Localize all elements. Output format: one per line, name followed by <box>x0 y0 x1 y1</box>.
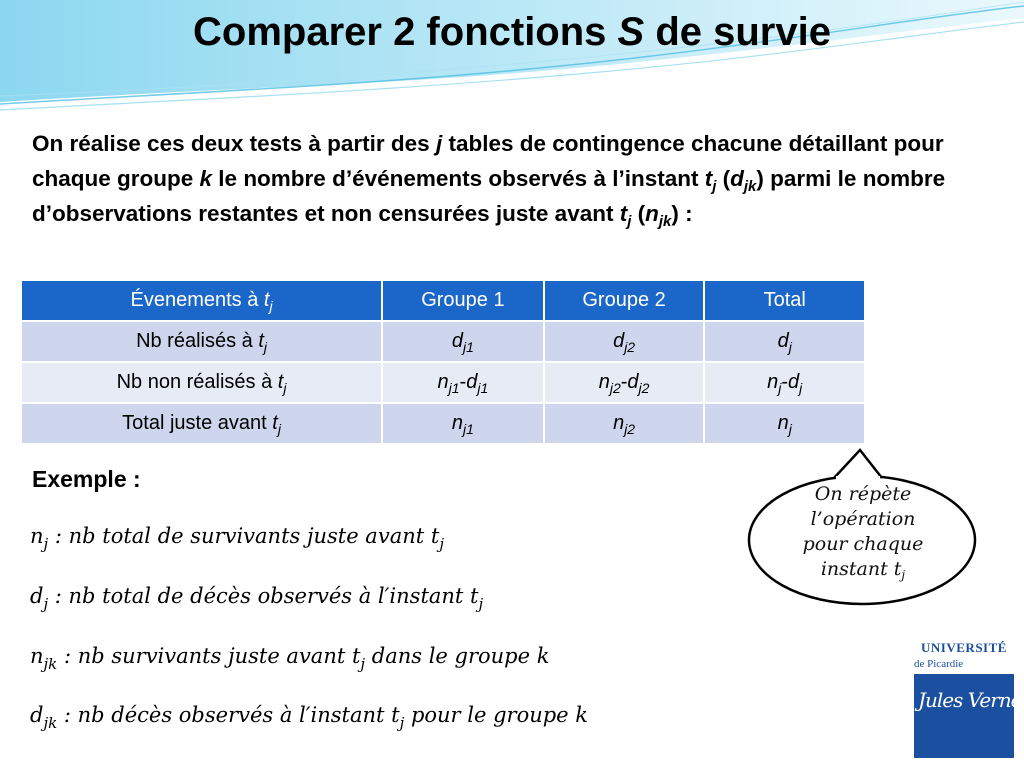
callout-line <box>768 557 958 582</box>
contingency-table <box>20 279 866 445</box>
intro-text: ) parmi le nombre d’observations restantes et non censurées juste avant <box>32 166 946 226</box>
logo-region-text: de Picardie <box>914 658 964 670</box>
def-end-var: t <box>351 644 361 668</box>
intro-text: On réalise ces deux tests à partir des <box>32 131 436 156</box>
title-italic-s: S <box>617 10 645 54</box>
intro-text: tables de contingence chacune détaillant pour chaque groupe <box>32 131 944 191</box>
cell-sub: j2 <box>624 421 636 437</box>
row-label-text: Nb non réalisés à <box>116 371 278 393</box>
example-heading: Exemple : <box>32 466 141 492</box>
def-var: d <box>30 584 44 608</box>
def-sub: j <box>43 595 49 613</box>
callout-line: l’opération <box>810 508 916 530</box>
cell-sub: j1 <box>463 339 474 355</box>
row-label <box>21 321 382 362</box>
intro-text: ( <box>716 166 731 191</box>
table-row <box>21 403 865 444</box>
def-text: : nb total de survivants juste avant <box>48 524 431 548</box>
row-label-var: t <box>258 330 264 352</box>
title-text-2: de survie <box>644 10 831 54</box>
cell-total <box>704 321 865 362</box>
table-row <box>21 362 865 403</box>
intro-sub-j: j <box>712 178 717 195</box>
def-var: n <box>30 524 44 548</box>
cell-var: n <box>613 412 625 434</box>
cell-sub: j2 <box>609 380 621 396</box>
cell-group-2 <box>544 362 705 403</box>
intro-text: ) : <box>671 201 693 226</box>
def-end-sub: j <box>360 655 366 673</box>
def-end-var: t <box>391 703 400 727</box>
callout-sub: j <box>901 568 906 582</box>
cell-op: - <box>620 371 628 393</box>
intro-sub-j: j <box>627 213 632 230</box>
intro-var-k: k <box>199 166 213 191</box>
cell-sub: j1 <box>463 421 474 437</box>
def-end-sub: j <box>478 595 484 613</box>
def-sub: jk <box>43 714 58 732</box>
cell-var: n <box>777 412 789 434</box>
row-label-var: t <box>272 412 278 434</box>
slide-title <box>0 10 1024 55</box>
callout-line: pour chaque <box>802 533 924 555</box>
cell-sub: j1 <box>448 380 460 396</box>
row-label-sub: j <box>283 380 287 396</box>
cell-var: n <box>767 371 779 393</box>
cell-var: n <box>437 371 449 393</box>
callout-line: On répète <box>814 483 912 505</box>
intro-var-d: d <box>730 166 744 191</box>
header-events-sub: j <box>269 298 273 314</box>
cell-sub: j1 <box>477 380 489 396</box>
header-total: Total <box>704 280 865 321</box>
cell-total <box>704 362 865 403</box>
intro-text: ( <box>631 201 646 226</box>
cell-group-1 <box>382 362 544 403</box>
row-label-sub: j <box>277 421 281 437</box>
cell-sub: j <box>778 380 782 396</box>
intro-text: le nombre d’événements observés à l’instant <box>212 166 705 191</box>
logo-university-text: UNIVERSITÉ <box>921 640 1007 655</box>
cell-group-1 <box>382 321 544 362</box>
cell-group-1 <box>382 403 544 444</box>
row-label-text: Nb réalisés à <box>136 330 259 352</box>
intro-var-j: j <box>435 131 443 156</box>
cell-var: n <box>451 412 464 434</box>
row-label-text: Total juste avant <box>122 412 273 434</box>
header-events-text: Évenements à <box>130 289 264 311</box>
cell-var: d <box>627 371 639 393</box>
cell-op: - <box>459 371 467 393</box>
callout-text <box>768 482 958 582</box>
def-end-var: t <box>430 524 440 548</box>
intro-sub-jk: jk <box>743 178 757 195</box>
def-end-sub: j <box>399 714 405 732</box>
def-end-sub: j <box>439 535 444 553</box>
cell-group-2 <box>544 403 705 444</box>
header-group-1: Groupe 1 <box>382 280 544 321</box>
cell-var: d <box>788 371 800 393</box>
cell-group-2 <box>544 321 705 362</box>
cell-var: d <box>466 371 478 393</box>
def-var: d <box>30 703 44 727</box>
def-text: : nb total de décès observés à l′instant <box>48 584 471 608</box>
cell-sub: j <box>788 421 792 437</box>
header-events <box>21 280 382 321</box>
cell-var: d <box>451 330 464 352</box>
cell-var: n <box>598 371 610 393</box>
def-tail: dans le groupe k <box>365 644 550 668</box>
def-var: n <box>30 644 44 668</box>
cell-sub: j2 <box>638 380 650 396</box>
cell-var: d <box>613 330 625 352</box>
callout-var: t <box>893 558 902 580</box>
table-header-row <box>21 280 865 321</box>
row-label <box>21 362 382 403</box>
row-label-var: t <box>277 371 284 393</box>
row-label-sub: j <box>263 339 268 355</box>
header-group-2: Groupe 2 <box>544 280 705 321</box>
intro-paragraph <box>32 126 992 231</box>
intro-var-n: n <box>645 201 659 226</box>
row-label <box>21 403 382 444</box>
logo-signature: Jules Verne <box>918 688 1022 712</box>
definition-line <box>30 644 550 673</box>
logo-signature-box <box>914 674 1022 758</box>
def-sub: j <box>43 535 49 553</box>
university-logo <box>912 640 1022 760</box>
def-tail: pour le groupe k <box>404 703 589 727</box>
definition-line <box>30 524 444 553</box>
title-text-1: Comparer 2 fonctions <box>193 10 618 54</box>
callout-line-text: instant <box>820 558 894 580</box>
def-sub: jk <box>43 655 58 673</box>
cell-sub: j <box>799 380 803 396</box>
intro-var-t: t <box>704 166 713 191</box>
header-events-var: t <box>263 289 270 311</box>
def-text: : nb décès observés à l′instant <box>57 703 392 727</box>
intro-sub-jk: jk <box>658 213 672 230</box>
definition-line <box>30 584 484 613</box>
table-row <box>21 321 865 362</box>
cell-op: - <box>781 371 789 393</box>
cell-sub: j2 <box>624 339 636 355</box>
def-text: : nb survivants juste avant <box>57 644 352 668</box>
cell-sub: j <box>788 339 792 355</box>
cell-var: d <box>777 330 789 352</box>
cell-total <box>704 403 865 444</box>
intro-var-t: t <box>619 201 628 226</box>
definition-line <box>30 703 589 732</box>
def-end-var: t <box>470 584 479 608</box>
